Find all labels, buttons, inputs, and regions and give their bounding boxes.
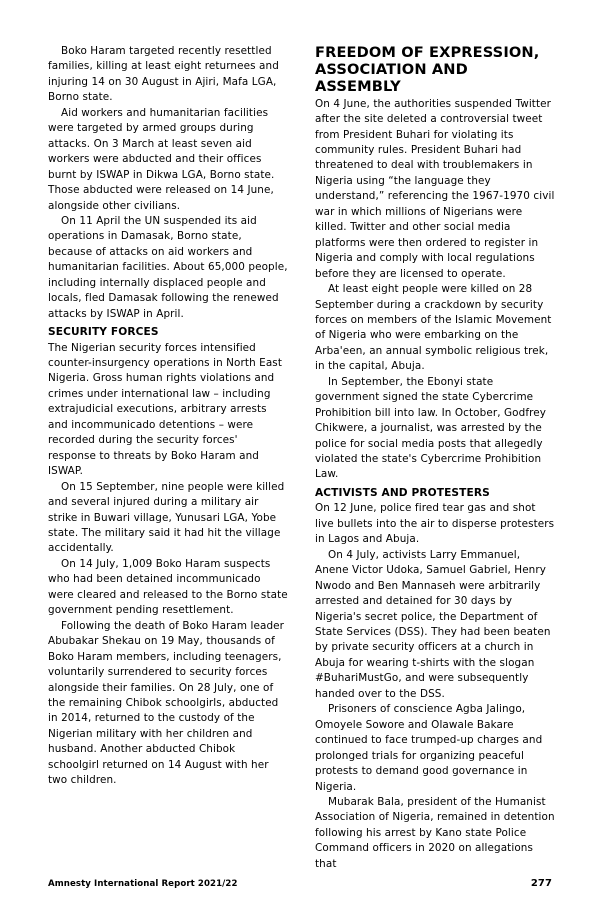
paragraph: On 12 June, police fired tear gas and shot live bullets into the air to disperse protesters in Lagos and Abuja. [315,502,555,546]
left-column [48,44,289,864]
paragraph: On 11 April the UN suspended its aid operations in Damasak, Borno state, because of attacks on aid workers and humanitarian facilities. About 65,000 people, including internally displaced people and locals, fled Damasak following the renewed attacks by ISWAP in April. [48,214,288,320]
paragraph: On 4 July, activists Larry Emmanuel, Anene Victor Udoka, Samuel Gabriel, Henry Nwodo and Ben Mannaseh were arbitrarily arrested and detained for 30 days by Nigeria's secret police, the Department of State Services (DSS). They had been beaten by private security officers at a church in Abuja for wearing t-shirts with the slogan #BuhariMustGo, and were subsequently handed over to the DSS. [315,548,551,700]
page-columns [48,44,555,870]
paragraph: At least eight people were killed on 28 September during a crackdown by security forces on members of the Islamic Movement of Nigeria who were embarking on the Arba'een, an annual symbolic religious trek, in the capital, Abuja. [315,283,552,373]
paragraph: Prisoners of conscience Agba Jalingo, Omoyele Sowore and Olawale Bakare continued to face trumped-up charges and prolonged trials for organizing peaceful protests to demand good governance in Nigeria. [315,703,543,793]
paragraph: On 14 July, 1,009 Boko Haram suspects who had been detained incommunicado were cleared and released to the Borno state government pending resettlement. [48,557,288,617]
paragraph: Mubarak Bala, president of the Humanist Association of Nigeria, remained in detention following his arrest by Kano state Police Command officers in 2020 on allegations that [315,795,555,870]
paragraph: The Nigerian security forces intensified counter-insurgency operations in North East Nigeria. Gross human rights violations and crimes under international law – including extrajudicial executions, arbitrary arrests and incommunicado detentions – were recorded during the security forces' response to threats by Boko Haram and ISWAP. [48,341,282,478]
paragraph: On 15 September, nine people were killed and several injured during a military air strike in Buwari village, Yunusari LGA, Yobe state. The military said it had hit the village accidentally. [48,480,285,555]
subsection-heading-security-forces: SECURITY FORCES [48,326,159,339]
page-number: 277 [530,878,552,889]
paragraph: Boko Haram targeted recently resettled families, killing at least eight returnees and injuring 14 on 30 August in Ajiri, Mafa LGA, Borno state. [48,45,279,104]
subsection-heading-activists-and-protesters: ACTIVISTS AND PROTESTERS [315,486,490,499]
paragraph: On 4 June, the authorities suspended Twitter after the site deleted a controversial tweet from President Buhari for violating its community rules. President Buhari had threatened to deal with troublemakers in Nigeria using “the language they understand,” referencing the 1967-1970 civil war in which millions of Nigerians were killed. Twitter and other social media platforms were then ordered to register in Nigeria and comply with local regulations before they are licensed to operate. [315,97,555,280]
page-footer [48,878,552,889]
footer-source: Amnesty International Report 2021/22 [48,879,238,889]
right-column [315,44,556,870]
paragraph: In September, the Ebonyi state government signed the state Cybercrime Prohibition bill into law. In October, Godfrey Chikwere, a journalist, was arrested by the police for social media posts that allegedly violated the state's Cybercrime Prohibition Law. [315,375,546,481]
paragraph: Aid workers and humanitarian facilities were targeted by armed groups during attacks. On 3 March at least seven aid workers were abducted and their offices burnt by ISWAP in Dikwa LGA, Borno state. Those abducted were released on 14 June, alongside other civilians. [48,106,275,212]
section-heading-freedom-of-expression: FREEDOM OF EXPRESSION, ASSOCIATION AND ASSEMBLY [315,44,540,96]
paragraph: Following the death of Boko Haram leader Abubakar Shekau on 19 May, thousands of Boko Haram members, including teenagers, voluntarily surrendered to security forces alongside their families. On 28 July, one of the remaining Chibok schoolgirls, abducted in 2014, returned to the custody of the Nigerian military with her children and husband. Another abducted Chibok schoolgirl returned on 14 August with her two children. [48,619,285,787]
